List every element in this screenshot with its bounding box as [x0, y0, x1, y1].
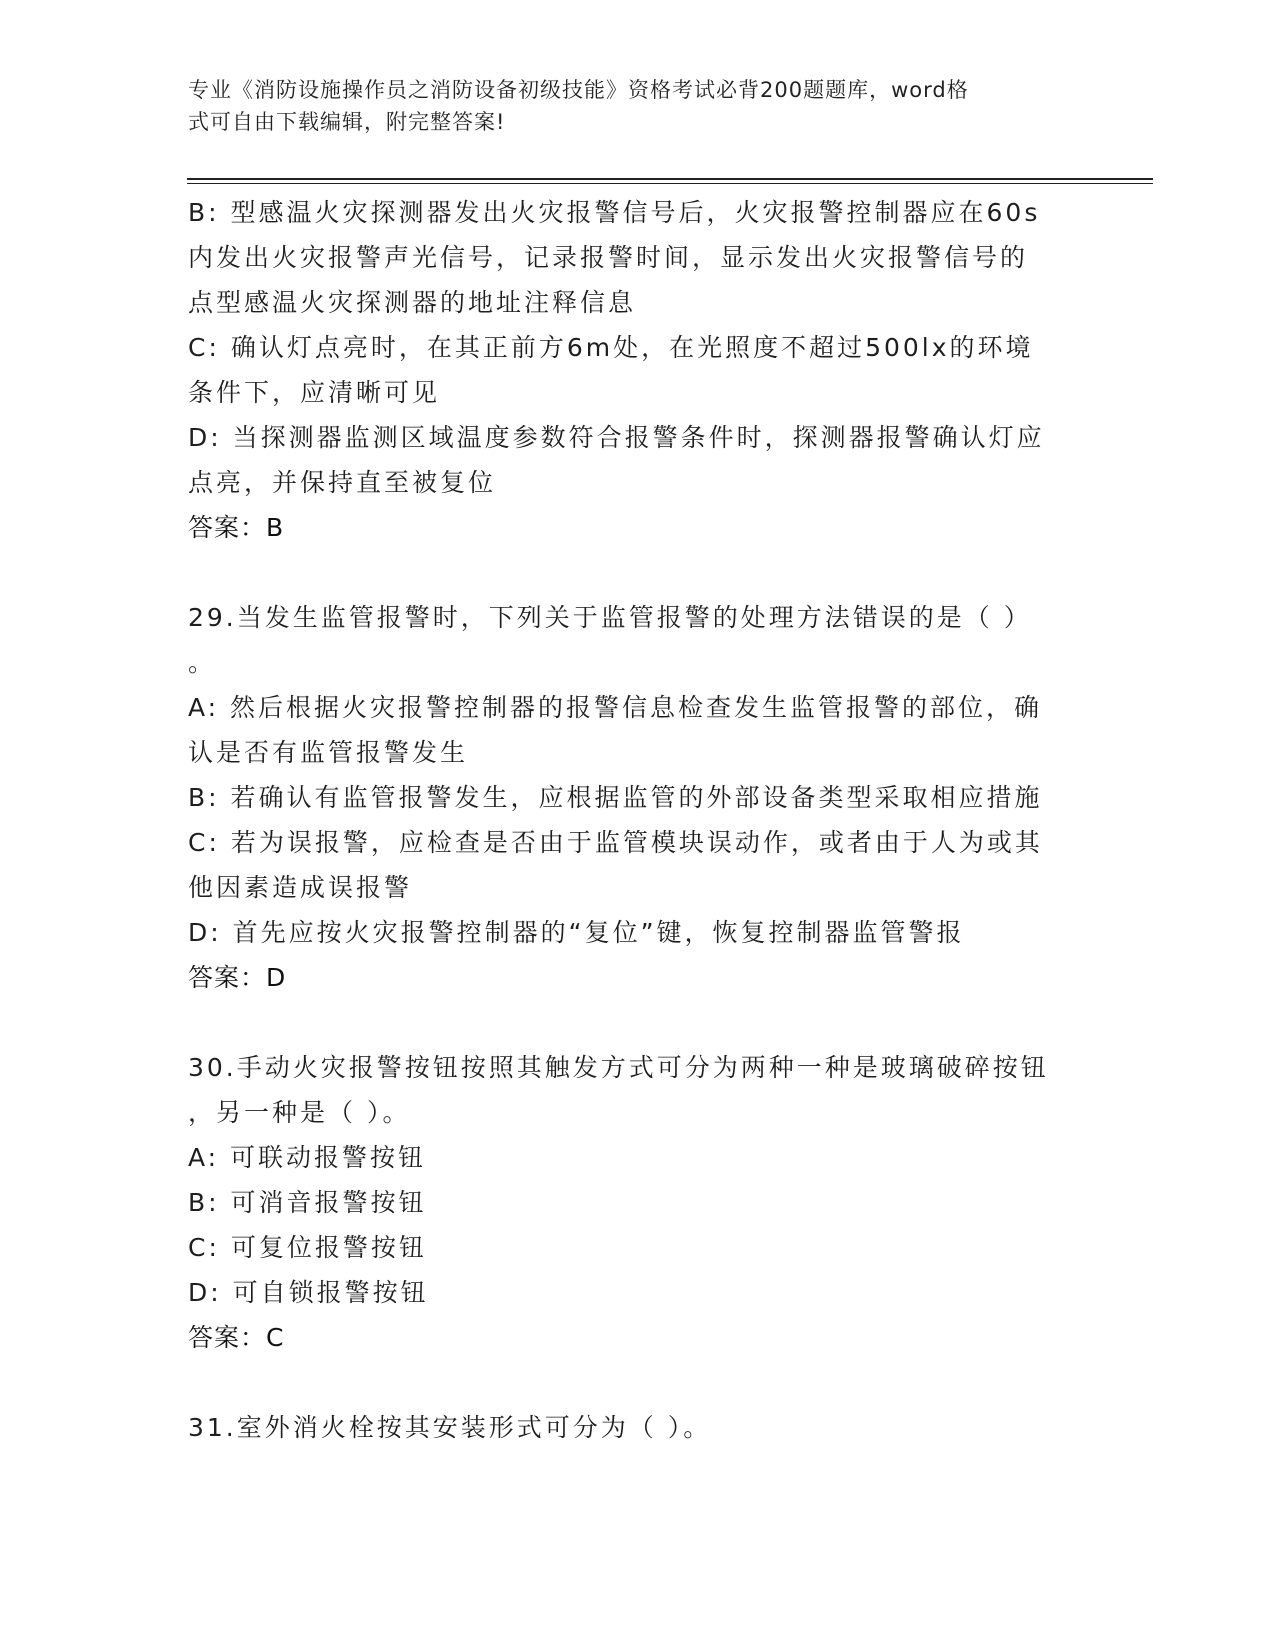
question-30	[188, 1045, 1078, 1360]
q29-option-c: C: 若为误报警，应检查是否由于监管模块误动作，或者由于人为或其 他因素造成误报警	[188, 828, 1043, 902]
q29-option-d: D: 首先应按火灾报警控制器的“复位”键，恢复控制器监管警报	[188, 918, 965, 947]
q28-answer: 答案：B	[188, 513, 285, 542]
question-31	[188, 1405, 1078, 1450]
q30-option-d: D: 可自锁报警按钮	[188, 1278, 429, 1307]
q29-option-a: A: 然后根据火灾报警控制器的报警信息检查发生监管报警的部位，确 认是否有监管报警发生	[188, 693, 1043, 767]
spacer	[188, 1360, 1078, 1405]
q30-option-c: C: 可复位报警按钮	[188, 1233, 427, 1262]
q31-stem: 31.室外消火栓按其安装形式可分为（ ）。	[188, 1413, 712, 1442]
header-rule-thick	[187, 178, 1153, 180]
q30-option-b: B: 可消音报警按钮	[188, 1188, 427, 1217]
q30-option-a: A: 可联动报警按钮	[188, 1143, 427, 1172]
question-29	[188, 595, 1078, 1000]
question-content	[188, 190, 1078, 1450]
q29-stem: 29.当发生监管报警时，下列关于监管报警的处理方法错误的是（ ） 。	[188, 603, 1032, 677]
q28-option-b: B: 型感温火灾探测器发出火灾报警信号后，火灾报警控制器应在60s 内发出火灾报警声光信号，记录报警时间，显示发出火灾报警信号的 点型感温火灾探测器的地址注释信息	[188, 198, 1041, 317]
header-line-2: 式可自由下载编辑，附完整答案!	[188, 110, 506, 134]
q30-stem: 30.手动火灾报警按钮按照其触发方式可分为两种一种是玻璃破碎按钮 ，另一种是（ ）。	[188, 1053, 1049, 1127]
header-rule-thin	[187, 183, 1153, 184]
header-line-1: 专业《消防设施操作员之消防设备初级技能》资格考试必背200题题库，word格	[188, 78, 969, 102]
q29-answer: 答案：D	[188, 963, 287, 992]
spacer	[188, 1000, 1078, 1045]
q29-option-b: B: 若确认有监管报警发生，应根据监管的外部设备类型采取相应措施	[188, 783, 1043, 812]
q28-option-d: D: 当探测器监测区域温度参数符合报警条件时，探测器报警确认灯应 点亮，并保持直至被复位	[188, 423, 1045, 497]
question-28	[188, 190, 1078, 550]
page-header	[188, 74, 1058, 138]
q30-answer: 答案：C	[188, 1323, 285, 1352]
q28-option-c: C: 确认灯点亮时，在其正前方6m处，在光照度不超过500lx的环境 条件下，应清晰可见	[188, 333, 1034, 407]
spacer	[188, 550, 1078, 595]
